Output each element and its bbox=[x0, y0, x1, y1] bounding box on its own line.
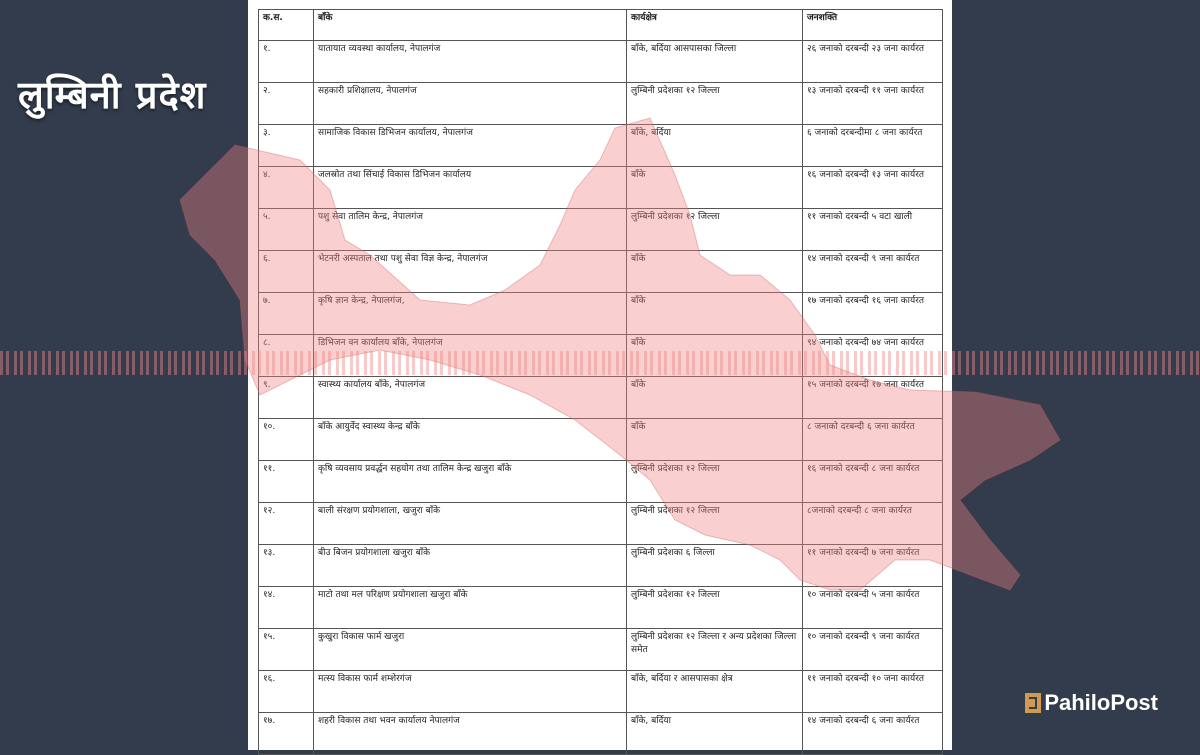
cell-staff: १० जनाको दरबन्दी ५ जना कार्यरत bbox=[803, 587, 943, 629]
cell-area: बाँके bbox=[627, 335, 803, 377]
cell-area: लुम्बिनी प्रदेशका ६ जिल्ला bbox=[627, 545, 803, 587]
cell-serial: १. bbox=[259, 41, 314, 83]
cell-staff: १७ जनाको दरबन्दी १६ जना कार्यरत bbox=[803, 293, 943, 335]
table-row bbox=[259, 545, 943, 587]
table-row bbox=[259, 293, 943, 335]
cell-office: कृषि व्यवसाय प्रवर्द्धन सहयोग तथा तालिम केन्द्र खजुरा बाँके bbox=[314, 461, 627, 503]
cell-serial: ११. bbox=[259, 461, 314, 503]
cell-serial: ३. bbox=[259, 125, 314, 167]
cell-serial: १४. bbox=[259, 587, 314, 629]
cell-serial: ४. bbox=[259, 167, 314, 209]
cell-staff: २६ जनाको दरबन्दी २३ जना कार्यरत bbox=[803, 41, 943, 83]
cell-staff: १४ जनाको दरबन्दी ६ जना कार्यरत bbox=[803, 713, 943, 755]
cell-office: स्वास्थ्य कार्यालय बाँके, नेपालगंज bbox=[314, 377, 627, 419]
table-row bbox=[259, 587, 943, 629]
cell-area: बाँके bbox=[627, 293, 803, 335]
brand-mark-icon bbox=[1025, 693, 1041, 713]
cell-serial: २. bbox=[259, 83, 314, 125]
cell-office: शहरी विकास तथा भवन कार्यालय नेपालगंज bbox=[314, 713, 627, 755]
cell-serial: ५. bbox=[259, 209, 314, 251]
document-sheet bbox=[248, 0, 952, 750]
cell-office: माटो तथा मल परिक्षण प्रयोगशाला खजुरा बाँके bbox=[314, 587, 627, 629]
cell-area: लुम्बिनी प्रदेशका १२ जिल्ला bbox=[627, 461, 803, 503]
cell-area: बाँके bbox=[627, 377, 803, 419]
page-title: लुम्बिनी प्रदेश bbox=[18, 73, 207, 117]
cell-area: बाँके, बर्दिया bbox=[627, 713, 803, 755]
cell-office: भेटनरी अस्पताल तथा पशु सेवा विज्ञ केन्द्र, नेपालगंज bbox=[314, 251, 627, 293]
cell-office: बाँके आयुर्वेद स्वास्थ्य केन्द्र बाँके bbox=[314, 419, 627, 461]
cell-staff: ११ जनाको दरबन्दी १० जना कार्यरत bbox=[803, 671, 943, 713]
table-header-row bbox=[259, 10, 943, 41]
table-row bbox=[259, 629, 943, 671]
table-row bbox=[259, 209, 943, 251]
cell-serial: १७. bbox=[259, 713, 314, 755]
cell-area: बाँके bbox=[627, 251, 803, 293]
header-staff: जनशक्ति bbox=[803, 10, 943, 41]
cell-office: बाली संरक्षण प्रयोगशाला, खजुरा बाँके bbox=[314, 503, 627, 545]
cell-area: बाँके, बर्दिया आसपासका जिल्ला bbox=[627, 41, 803, 83]
watermark-stripe bbox=[0, 351, 1200, 375]
cell-staff: १० जनाको दरबन्दी ९ जना कार्यरत bbox=[803, 629, 943, 671]
cell-area: बाँके bbox=[627, 167, 803, 209]
cell-area: बाँके, बर्दिया र आसपासका क्षेत्र bbox=[627, 671, 803, 713]
table-row bbox=[259, 167, 943, 209]
cell-serial: ६. bbox=[259, 251, 314, 293]
brand-name: PahiloPost bbox=[1044, 690, 1158, 715]
cell-office: जलस्रोत तथा सिंचाई विकास डिभिजन कार्यालय bbox=[314, 167, 627, 209]
table-row bbox=[259, 41, 943, 83]
cell-office: मत्स्य विकास फार्म शम्शेरगंज bbox=[314, 671, 627, 713]
table-row bbox=[259, 251, 943, 293]
cell-area: बाँके bbox=[627, 419, 803, 461]
cell-serial: १५. bbox=[259, 629, 314, 671]
cell-area: लुम्बिनी प्रदेशका १२ जिल्ला bbox=[627, 209, 803, 251]
table-row bbox=[259, 125, 943, 167]
cell-office: डिभिजन वन कार्यालय बाँके, नेपालगंज bbox=[314, 335, 627, 377]
table-row bbox=[259, 377, 943, 419]
cell-office: बीउ बिजन प्रयोगशाला खजुरा बाँके bbox=[314, 545, 627, 587]
cell-serial: १६. bbox=[259, 671, 314, 713]
cell-office: सामाजिक विकास डिभिजन कार्यालय, नेपालगंज bbox=[314, 125, 627, 167]
cell-office: पशु सेवा तालिम केन्द्र, नेपालगंज bbox=[314, 209, 627, 251]
cell-serial: ९. bbox=[259, 377, 314, 419]
table-row bbox=[259, 83, 943, 125]
cell-serial: ८. bbox=[259, 335, 314, 377]
cell-staff: ९४ जनाको दरबन्दी ७४ जना कार्यरत bbox=[803, 335, 943, 377]
cell-staff: ८जनाको दरबन्दी ८ जना कार्यरत bbox=[803, 503, 943, 545]
cell-office: यातायात व्यवस्था कार्यालय, नेपालगंज bbox=[314, 41, 627, 83]
cell-area: लुम्बिनी प्रदेशका १२ जिल्ला bbox=[627, 503, 803, 545]
office-table bbox=[258, 9, 943, 755]
cell-office: कुखुरा विकास फार्म खजुरा bbox=[314, 629, 627, 671]
cell-staff: १६ जनाको दरबन्दी ८ जना कार्यरत bbox=[803, 461, 943, 503]
cell-staff: १४ जनाको दरबन्दी ९ जना कार्यरत bbox=[803, 251, 943, 293]
brand-logo bbox=[1025, 690, 1158, 716]
cell-office: सहकारी प्रशिक्षालय, नेपालगंज bbox=[314, 83, 627, 125]
table-row bbox=[259, 671, 943, 713]
cell-area: बाँके, बर्दिया bbox=[627, 125, 803, 167]
cell-serial: १०. bbox=[259, 419, 314, 461]
header-area: कार्यक्षेत्र bbox=[627, 10, 803, 41]
table-row bbox=[259, 419, 943, 461]
cell-staff: ११ जनाको दरबन्दी ७ जना कार्यरत bbox=[803, 545, 943, 587]
cell-office: कृषि ज्ञान केन्द्र, नेपालगंज, bbox=[314, 293, 627, 335]
table-row bbox=[259, 461, 943, 503]
table-row bbox=[259, 713, 943, 755]
cell-staff: ६ जनाको दरबन्दीमा ८ जना कार्यरत bbox=[803, 125, 943, 167]
cell-serial: ७. bbox=[259, 293, 314, 335]
cell-area: लुम्बिनी प्रदेशका १२ जिल्ला bbox=[627, 83, 803, 125]
table-body bbox=[259, 41, 943, 755]
cell-staff: १५ जनाको दरबन्दी १७ जना कार्यरत bbox=[803, 377, 943, 419]
cell-area: लुम्बिनी प्रदेशका १२ जिल्ला bbox=[627, 587, 803, 629]
cell-serial: १२. bbox=[259, 503, 314, 545]
cell-area: लुम्बिनी प्रदेशका १२ जिल्ला र अन्य प्रदेशका जिल्ला समेत bbox=[627, 629, 803, 671]
table-row bbox=[259, 503, 943, 545]
cell-serial: १३. bbox=[259, 545, 314, 587]
cell-staff: ८ जनाको दरबन्दी ६ जना कार्यरत bbox=[803, 419, 943, 461]
cell-staff: १३ जनाको दरबन्दी ११ जना कार्यरत bbox=[803, 83, 943, 125]
header-office: बाँके bbox=[314, 10, 627, 41]
cell-staff: ११ जनाको दरबन्दी ५ वटा खाली bbox=[803, 209, 943, 251]
header-serial: क.स. bbox=[259, 10, 314, 41]
cell-staff: १६ जनाको दरबन्दी १३ जना कार्यरत bbox=[803, 167, 943, 209]
